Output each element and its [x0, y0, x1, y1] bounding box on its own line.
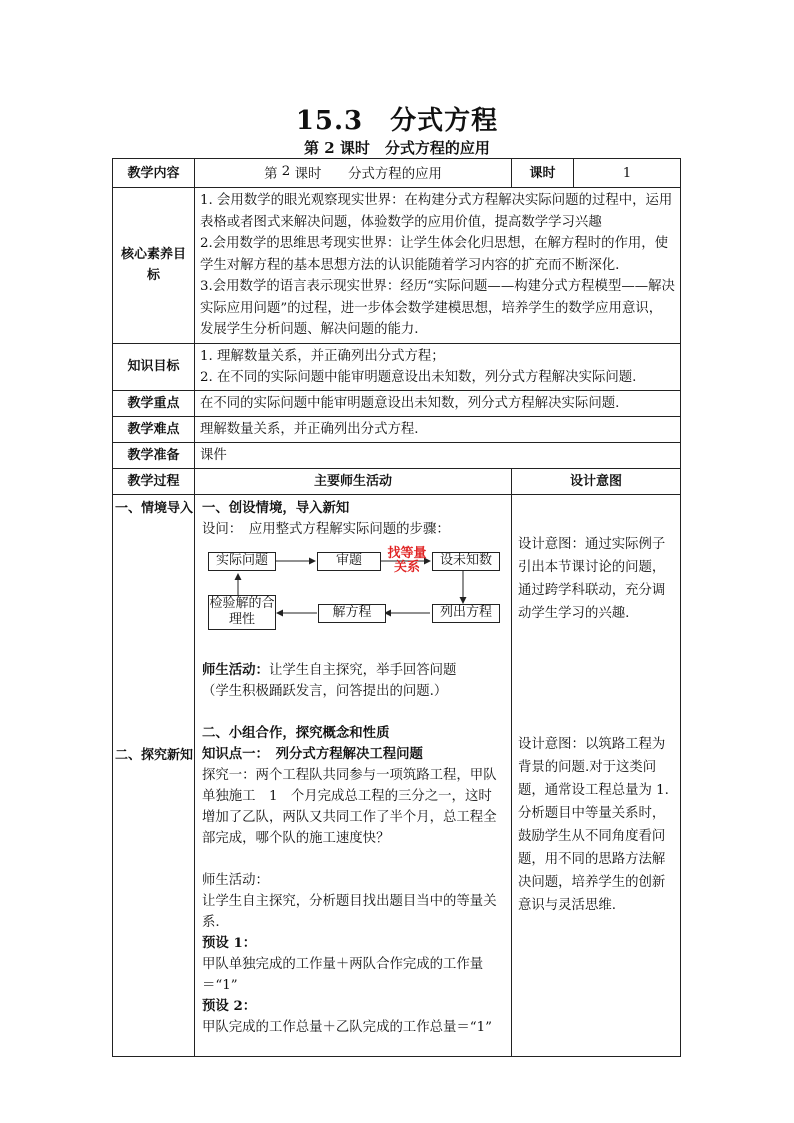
core-goal-3: 3.会用数学的语言表示现实世界：经历“实际问题——构建分式方程模型——解决实际应用问题”的过程，进一步体会数学建模思想，培养学生的数学应用意识，发展学生分析问题、解决问题的能力.: [200, 279, 675, 337]
flow-box-write-equation: 列出方程: [432, 604, 500, 623]
s2-knowledge-point: 知识点一： 列分式方程解决工程问题: [202, 745, 423, 762]
label-key-points: 教学重点: [113, 390, 195, 416]
activities-content: [195, 495, 511, 1038]
preset-1-label: 预设 1：: [202, 934, 257, 951]
intent-1: 设计意图：通过实际例子引出本节课讨论的问题，通过跨学科联动，充分调动学生学习的兴趣.: [518, 536, 666, 621]
row-difficult-points: [113, 416, 681, 442]
steps-flowchart: [205, 546, 505, 638]
s1-question: 设问： 应用整式方程解实际问题的步骤：: [202, 521, 450, 537]
row-teaching-content: [113, 159, 681, 188]
row-preparation: [113, 442, 681, 468]
value-teaching-content: [195, 159, 512, 188]
label-knowledge-goals: 知识目标: [113, 343, 195, 390]
preset-1: 甲队单独完成的工作量＋两队合作完成的工作量＝“1”: [202, 956, 484, 993]
flow-box-read-problem: 审题: [317, 552, 381, 571]
flow-box-check-solution: 检验解的合理性: [208, 595, 276, 630]
row-knowledge-goals: [113, 343, 681, 390]
value-knowledge-goals: [195, 343, 681, 390]
s2-activity-label: 师生活动：: [202, 872, 269, 888]
value-preparation: 课件: [195, 442, 681, 468]
header-intent: 设计意图: [512, 468, 681, 494]
value-difficult-points: 理解数量关系，并正确列出分式方程.: [195, 416, 681, 442]
label-preparation: 教学准备: [113, 442, 195, 468]
s1-heading: 一、创设情境，导入新知: [202, 499, 350, 516]
preset-2-label: 预设 2：: [202, 997, 257, 1014]
lesson-plan-table: [112, 158, 681, 1057]
row-core-literacy: [113, 188, 681, 344]
knowledge-goal-2: 2. 在不同的实际问题中能审明题意设出未知数，列分式方程解决实际问题.: [200, 369, 637, 385]
header-process: 教学过程: [113, 468, 195, 494]
stage-2-label: 二、探究新知: [114, 747, 193, 763]
activities-column: [195, 494, 512, 1056]
content-lesson-num: 2: [281, 164, 291, 179]
row-process-header: [113, 468, 681, 494]
row-process-body: [113, 494, 681, 1056]
flow-label-find-relation: 找等量关系: [387, 545, 427, 575]
core-goal-1: 1. 会用数学的眼光观察现实世界：在构建分式方程解决实际问题的过程中，运用表格或者图式来解决问题，体验数学的应用价值，提高数学学习兴趣: [200, 193, 673, 230]
intent-2: 设计意图：以筑路工程为背景的问题.对于这类问题，通常设工程总量为 1.分析题目中等量关系时，鼓励学生从不同角度看问题，用不同的思路方法解决问题，培养学生的创新意识与灵活思维.: [518, 736, 669, 913]
preset-2: 甲队完成的工作总量＋乙队完成的工作总量＝“1”: [202, 1019, 493, 1035]
core-goal-2: 2.会用数学的思维思考现实世界：让学生体会化归思想，在解方程时的作用，使学生对解方程的基本思想方法的认识能随着学习内容的扩充而不断深化.: [200, 236, 669, 273]
value-period: 1: [574, 159, 681, 188]
s2-activity: 让学生自主探究，分析题目找出题目当中的等量关系.: [202, 893, 497, 930]
label-core-literacy-text: 核心素养目标: [120, 247, 186, 284]
stage-1-label: 一、情境导入: [114, 500, 193, 516]
content-suffix: 课时 分式方程的应用: [294, 167, 442, 182]
value-core-literacy: [195, 188, 681, 344]
flow-box-actual-problem: 实际问题: [208, 552, 276, 571]
page-subtitle: 第 2 课时 分式方程的应用: [304, 139, 490, 157]
value-key-points: 在不同的实际问题中能审明题意设出未知数，列分式方程解决实际问题.: [195, 390, 681, 416]
s1-activity-label: 师生活动：: [202, 661, 269, 678]
label-period: 课时: [512, 159, 574, 188]
flow-box-solve-equation: 解方程: [318, 604, 386, 623]
stage-column: [113, 494, 195, 1056]
label-teaching-content: 教学内容: [113, 159, 195, 188]
s1-activity-text: 让学生自主探究，举手回答问题: [268, 662, 457, 678]
flow-box-set-unknown: 设未知数: [432, 552, 500, 571]
page-title: 15.3 分式方程: [295, 106, 499, 136]
s2-problem: 探究一：两个工程队共同参与一项筑路工程，甲队单独施工 1 个月完成总工程的三分之一，这时增加了乙队，两队又共同工作了半个月，总工程全部完成，哪个队的施工速度快？: [202, 767, 497, 846]
s1-activity: [202, 660, 505, 681]
label-difficult-points: 教学难点: [113, 416, 195, 442]
content-prefix: 第: [264, 167, 278, 182]
header-activities: 主要师生活动: [195, 468, 512, 494]
knowledge-goal-1: 1. 理解数量关系，并正确列出分式方程；: [200, 348, 445, 364]
label-core-literacy: [113, 188, 195, 344]
row-key-points: [113, 390, 681, 416]
s2-heading: 二、小组合作，探究概念和性质: [202, 724, 390, 741]
intent-column: [512, 494, 681, 1056]
s1-activity-note: （学生积极踊跃发言，问答提出的问题.）: [202, 683, 448, 699]
